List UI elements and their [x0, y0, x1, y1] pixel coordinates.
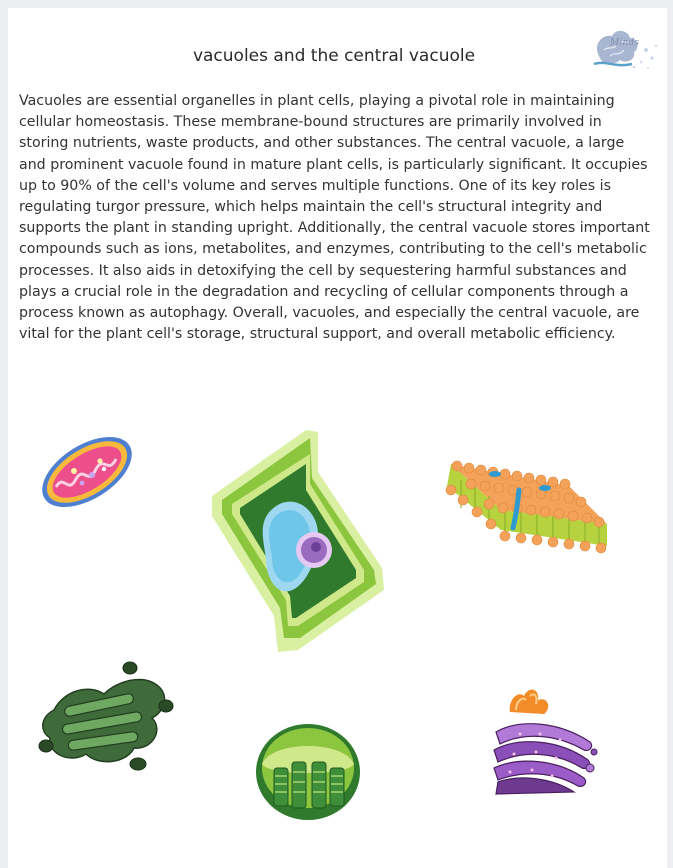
page-title: vacuoles and the central vacuole [192, 46, 476, 66]
plant-cell-icon [206, 428, 391, 654]
chloroplast-icon [252, 716, 364, 824]
body-paragraph: Vacuoles are essential organelles in plant cells, playing a pivotal role in maintaining cellular homeostasis. These membrane-bound structures are primarily involved in storing nutrients, waste products, and other substances. The central vacuole, a large and prominent vacuole found in mature plant cells, is particularly significant. It occupies up to 90% of the cell's volume and serves multiple functions. One of its key roles is regulating turgor pressure, which helps maintain the cell's structural integrity and supports the plant in standing upright. Additionally, the central vacuole stores important compounds such as ions, metabolites, and enzymes, contributing to the cell's metabolic processes. It also aids in detoxifying the cell by sequestering harmful substances and plays a crucial role in the degradation and recycling of cellular components through a process known as autophagy. Overall, vacuoles, and especially the central vacuole, are vital for the plant cell's storage, structural support, and overall metabolic efficiency. [19, 93, 650, 343]
mitochondrion-icon [34, 425, 140, 520]
endoplasmic-reticulum-icon [34, 660, 174, 776]
golgi-apparatus-icon [490, 682, 600, 800]
cell-membrane-icon [441, 450, 611, 565]
logo-text: Minds [610, 38, 640, 48]
